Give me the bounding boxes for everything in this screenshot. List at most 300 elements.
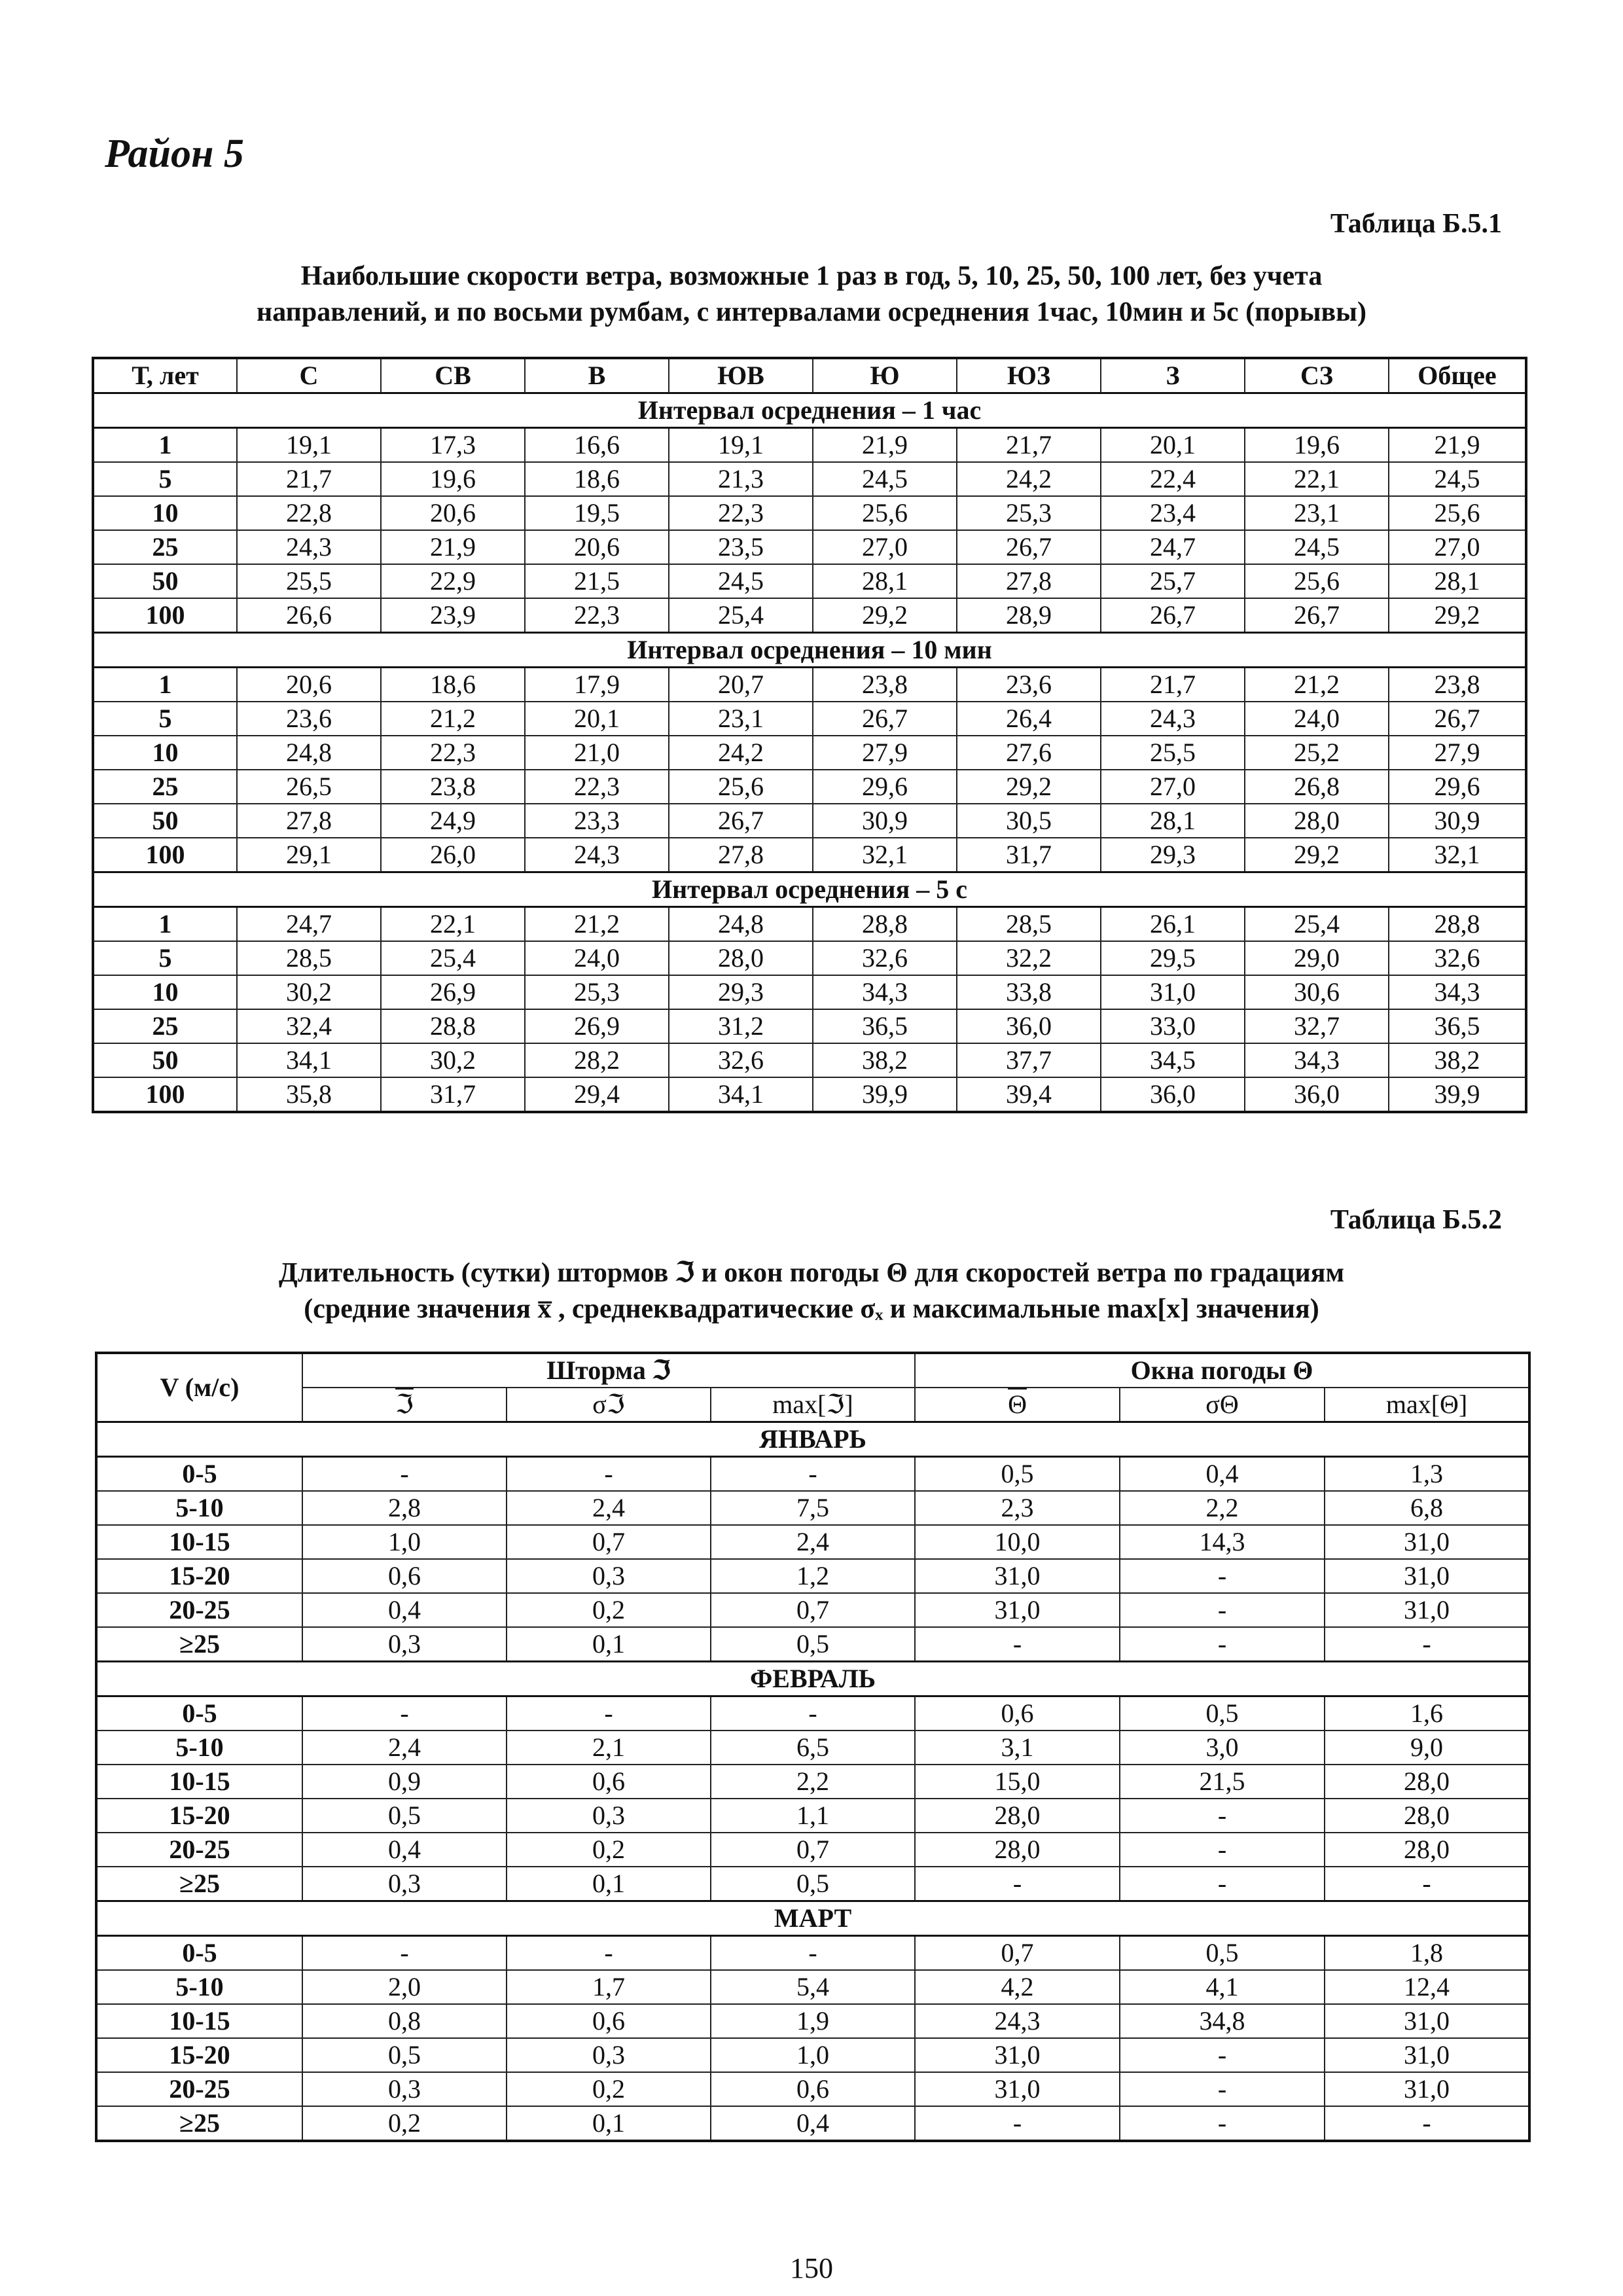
value-cell: - [711, 1696, 915, 1731]
value-cell: 23,8 [1389, 668, 1526, 702]
table-row [93, 428, 1526, 463]
header-velocity: V (м/с) [96, 1353, 302, 1422]
value-cell: 0,1 [507, 1867, 711, 1901]
value-cell: 21,3 [669, 462, 813, 496]
value-cell: 28,5 [957, 907, 1101, 942]
value-cell: 0,8 [302, 2004, 507, 2038]
value-cell: 0,5 [1120, 1936, 1325, 1971]
value-cell: 29,2 [957, 770, 1101, 804]
value-cell: - [711, 1936, 915, 1971]
period-cell: 10 [93, 975, 237, 1009]
value-cell: 0,2 [507, 1593, 711, 1627]
value-cell: 34,1 [237, 1043, 381, 1077]
value-cell: 26,1 [1101, 907, 1245, 942]
value-cell: 27,9 [813, 736, 957, 770]
value-cell: 6,5 [711, 1731, 915, 1765]
value-cell: 0,6 [507, 1765, 711, 1799]
value-cell: 0,3 [302, 1867, 507, 1901]
value-cell: 36,0 [1101, 1077, 1245, 1112]
value-cell: 24,3 [1101, 702, 1245, 736]
month-title: ЯНВАРЬ [96, 1422, 1529, 1457]
value-cell: 0,6 [507, 2004, 711, 2038]
table-row [96, 1627, 1529, 1662]
value-cell: 0,3 [302, 1627, 507, 1662]
value-cell: 19,6 [1245, 428, 1389, 463]
value-cell: - [507, 1457, 711, 1492]
table2-body [96, 1422, 1529, 2142]
value-cell: 22,3 [381, 736, 525, 770]
value-cell: 0,6 [711, 2072, 915, 2106]
value-cell: 25,6 [813, 496, 957, 530]
velocity-range-cell: 20-25 [96, 1833, 302, 1867]
period-cell: 5 [93, 462, 237, 496]
table-row [96, 1936, 1529, 1971]
value-cell: 26,5 [237, 770, 381, 804]
value-cell: 28,8 [813, 907, 957, 942]
storm-duration-table [95, 1352, 1531, 2142]
table-row [96, 1559, 1529, 1593]
value-cell: 32,1 [813, 838, 957, 872]
value-cell: 18,6 [525, 462, 669, 496]
value-cell: 19,5 [525, 496, 669, 530]
value-cell: - [915, 2106, 1120, 2141]
value-cell: 31,7 [381, 1077, 525, 1112]
period-cell: 50 [93, 1043, 237, 1077]
table-row [93, 770, 1526, 804]
value-cell: 28,2 [525, 1043, 669, 1077]
value-cell: 31,0 [1325, 1525, 1529, 1559]
value-cell: 27,0 [1389, 530, 1526, 564]
value-cell: 25,7 [1101, 564, 1245, 598]
value-cell: 22,1 [1245, 462, 1389, 496]
value-cell: 30,9 [813, 804, 957, 838]
value-cell: 23,3 [525, 804, 669, 838]
value-cell: 25,3 [957, 496, 1101, 530]
value-cell: 28,5 [237, 941, 381, 975]
value-cell: 24,0 [525, 941, 669, 975]
value-cell: 0,2 [507, 2072, 711, 2106]
value-cell: 21,5 [525, 564, 669, 598]
value-cell: 0,9 [302, 1765, 507, 1799]
value-cell: 24,3 [525, 838, 669, 872]
value-cell: 27,0 [1101, 770, 1245, 804]
value-cell: 28,0 [915, 1799, 1120, 1833]
velocity-range-cell: 5-10 [96, 1731, 302, 1765]
value-cell: 24,5 [669, 564, 813, 598]
value-cell: 31,2 [669, 1009, 813, 1043]
header-se: ЮВ [669, 358, 813, 393]
table1-caption-line1: Наибольшие скорости ветра, возможные 1 раз в год, 5, 10, 25, 50, 100 лет, без учета [300, 261, 1323, 291]
header-weather-windows: Окна погоды Θ [915, 1353, 1529, 1388]
value-cell: 0,5 [302, 1799, 507, 1833]
velocity-range-cell: 15-20 [96, 1799, 302, 1833]
value-cell: 1,3 [1325, 1457, 1529, 1492]
value-cell: 24,3 [237, 530, 381, 564]
value-cell: 20,6 [237, 668, 381, 702]
value-cell: 29,1 [237, 838, 381, 872]
value-cell: 29,4 [525, 1077, 669, 1112]
table1-section-row [93, 872, 1526, 907]
value-cell: 24,5 [813, 462, 957, 496]
table2-caption [92, 1255, 1531, 1327]
value-cell: 30,9 [1389, 804, 1526, 838]
velocity-range-cell: 5-10 [96, 1970, 302, 2004]
value-cell: 24,5 [1245, 530, 1389, 564]
value-cell: - [302, 1936, 507, 1971]
header-window-mean: $\overline{\Theta}$ [1008, 1390, 1027, 1419]
table-row [93, 907, 1526, 942]
value-cell: 29,6 [813, 770, 957, 804]
table-row [93, 462, 1526, 496]
value-cell: - [1120, 2106, 1325, 2141]
value-cell: 0,2 [507, 1833, 711, 1867]
period-cell: 1 [93, 668, 237, 702]
table1-section-row [93, 393, 1526, 428]
value-cell: 3,0 [1120, 1731, 1325, 1765]
table2-month-row [96, 1901, 1529, 1936]
value-cell: 26,8 [1245, 770, 1389, 804]
value-cell: 0,4 [302, 1833, 507, 1867]
period-cell: 25 [93, 530, 237, 564]
value-cell: 0,6 [915, 1696, 1120, 1731]
section-title: Интервал осреднения – 1 час [93, 393, 1526, 428]
header-storms: Шторма ℑ [302, 1353, 915, 1388]
table-row [93, 975, 1526, 1009]
value-cell: 0,5 [1120, 1696, 1325, 1731]
velocity-range-cell: 10-15 [96, 1765, 302, 1799]
value-cell: 29,3 [669, 975, 813, 1009]
value-cell: 4,2 [915, 1970, 1120, 2004]
value-cell: 25,6 [1389, 496, 1526, 530]
value-cell: 3,1 [915, 1731, 1120, 1765]
value-cell: 29,6 [1389, 770, 1526, 804]
value-cell: 10,0 [915, 1525, 1120, 1559]
table-row [96, 1457, 1529, 1492]
value-cell: - [1120, 1833, 1325, 1867]
table-row [93, 838, 1526, 872]
period-cell: 100 [93, 598, 237, 633]
value-cell: 2,3 [915, 1491, 1120, 1525]
value-cell: 30,6 [1245, 975, 1389, 1009]
value-cell: 1,2 [711, 1559, 915, 1593]
header-s: Ю [813, 358, 957, 393]
value-cell: 21,2 [381, 702, 525, 736]
value-cell: 28,0 [1325, 1765, 1529, 1799]
value-cell: 26,4 [957, 702, 1101, 736]
value-cell: 28,0 [1245, 804, 1389, 838]
value-cell: - [507, 1936, 711, 1971]
value-cell: - [1325, 1867, 1529, 1901]
period-cell: 1 [93, 907, 237, 942]
value-cell: 34,5 [1101, 1043, 1245, 1077]
value-cell: 23,5 [669, 530, 813, 564]
value-cell: 31,0 [1325, 1559, 1529, 1593]
value-cell: 32,6 [1389, 941, 1526, 975]
period-cell: 100 [93, 838, 237, 872]
value-cell: 23,6 [957, 668, 1101, 702]
value-cell: 0,5 [711, 1867, 915, 1901]
velocity-range-cell: 0-5 [96, 1696, 302, 1731]
value-cell: 28,0 [1325, 1833, 1529, 1867]
value-cell: 39,9 [813, 1077, 957, 1112]
value-cell: 31,0 [915, 1559, 1120, 1593]
header-total: Общее [1389, 358, 1526, 393]
value-cell: - [1120, 2038, 1325, 2072]
value-cell: 23,1 [669, 702, 813, 736]
period-cell: 5 [93, 702, 237, 736]
value-cell: 28,8 [381, 1009, 525, 1043]
table2-label: Таблица Б.5.2 [1330, 1205, 1502, 1235]
value-cell: 31,0 [915, 2072, 1120, 2106]
value-cell: 36,0 [957, 1009, 1101, 1043]
value-cell: 29,0 [1245, 941, 1389, 975]
table1-section-row [93, 633, 1526, 668]
value-cell: 24,9 [381, 804, 525, 838]
value-cell: 4,1 [1120, 1970, 1325, 2004]
value-cell: - [1120, 1559, 1325, 1593]
table-row [96, 2004, 1529, 2038]
value-cell: 1,0 [711, 2038, 915, 2072]
value-cell: 26,0 [381, 838, 525, 872]
value-cell: 21,9 [813, 428, 957, 463]
value-cell: 28,0 [915, 1833, 1120, 1867]
table2-subheader-row [96, 1388, 1529, 1422]
value-cell: 29,2 [1389, 598, 1526, 633]
table2-group-row [96, 1353, 1529, 1388]
table-row [96, 1696, 1529, 1731]
value-cell: 20,6 [381, 496, 525, 530]
table1-caption [92, 259, 1531, 331]
table1-header-row [93, 358, 1526, 393]
value-cell: 24,2 [957, 462, 1101, 496]
table-row [96, 1970, 1529, 2004]
value-cell: 0,5 [302, 2038, 507, 2072]
value-cell: 20,1 [1101, 428, 1245, 463]
value-cell: 1,8 [1325, 1936, 1529, 1971]
value-cell: - [507, 1696, 711, 1731]
value-cell: 31,0 [1101, 975, 1245, 1009]
velocity-range-cell: 15-20 [96, 1559, 302, 1593]
region-title: Район 5 [105, 132, 244, 176]
header-window-max: max[Θ] [1325, 1388, 1529, 1422]
month-title: МАРТ [96, 1901, 1529, 1936]
value-cell: 0,4 [711, 2106, 915, 2141]
value-cell: 24,8 [237, 736, 381, 770]
value-cell: - [915, 1627, 1120, 1662]
value-cell: 21,0 [525, 736, 669, 770]
header-ne: СВ [381, 358, 525, 393]
value-cell: 0,5 [915, 1457, 1120, 1492]
value-cell: 25,4 [1245, 907, 1389, 942]
value-cell: 21,9 [1389, 428, 1526, 463]
value-cell: 0,7 [507, 1525, 711, 1559]
value-cell: 27,0 [813, 530, 957, 564]
table-row [93, 668, 1526, 702]
value-cell: 1,1 [711, 1799, 915, 1833]
value-cell: 19,1 [237, 428, 381, 463]
value-cell: 27,6 [957, 736, 1101, 770]
value-cell: 32,7 [1245, 1009, 1389, 1043]
header-period: Т, лет [93, 358, 237, 393]
table-row [93, 496, 1526, 530]
value-cell: 35,8 [237, 1077, 381, 1112]
table-row [96, 2038, 1529, 2072]
table-row [93, 702, 1526, 736]
value-cell: 1,7 [507, 1970, 711, 2004]
page-number: 150 [790, 2252, 833, 2284]
period-cell: 25 [93, 1009, 237, 1043]
value-cell: 19,6 [381, 462, 525, 496]
value-cell: 32,4 [237, 1009, 381, 1043]
value-cell: 33,8 [957, 975, 1101, 1009]
value-cell: 21,2 [1245, 668, 1389, 702]
value-cell: 28,0 [669, 941, 813, 975]
value-cell: 20,7 [669, 668, 813, 702]
value-cell: 2,4 [507, 1491, 711, 1525]
section-title: Интервал осреднения – 5 с [93, 872, 1526, 907]
value-cell: - [1120, 2072, 1325, 2106]
value-cell: 17,3 [381, 428, 525, 463]
value-cell: - [1120, 1593, 1325, 1627]
header-w: З [1101, 358, 1245, 393]
value-cell: 0,2 [302, 2106, 507, 2141]
table-row [96, 1491, 1529, 1525]
value-cell: 29,2 [813, 598, 957, 633]
value-cell: 31,7 [957, 838, 1101, 872]
value-cell: 18,6 [381, 668, 525, 702]
value-cell: 24,0 [1245, 702, 1389, 736]
header-window-sigma: σΘ [1120, 1388, 1325, 1422]
value-cell: 23,8 [381, 770, 525, 804]
value-cell: 26,7 [1245, 598, 1389, 633]
value-cell: 16,6 [525, 428, 669, 463]
value-cell: 27,8 [957, 564, 1101, 598]
value-cell: - [302, 1457, 507, 1492]
value-cell: 0,7 [915, 1936, 1120, 1971]
value-cell: 32,6 [669, 1043, 813, 1077]
value-cell: 21,2 [525, 907, 669, 942]
value-cell: 0,5 [711, 1627, 915, 1662]
table-row [96, 1799, 1529, 1833]
header-storm-mean: ℑ [395, 1390, 414, 1419]
velocity-range-cell: 10-15 [96, 2004, 302, 2038]
value-cell: 23,4 [1101, 496, 1245, 530]
value-cell: - [1325, 2106, 1529, 2141]
table-row [93, 736, 1526, 770]
value-cell: 12,4 [1325, 1970, 1529, 2004]
value-cell: 27,8 [237, 804, 381, 838]
table1-label: Таблица Б.5.1 [1330, 209, 1502, 239]
table1-body [93, 393, 1526, 1113]
value-cell: 26,9 [381, 975, 525, 1009]
value-cell: 26,9 [525, 1009, 669, 1043]
value-cell: 20,6 [525, 530, 669, 564]
period-cell: 1 [93, 428, 237, 463]
value-cell: 0,3 [302, 2072, 507, 2106]
header-storm-max: max[ℑ] [711, 1388, 915, 1422]
value-cell: 27,8 [669, 838, 813, 872]
value-cell: 23,6 [237, 702, 381, 736]
value-cell: 36,5 [813, 1009, 957, 1043]
value-cell: 32,1 [1389, 838, 1526, 872]
value-cell: 25,4 [381, 941, 525, 975]
value-cell: 34,8 [1120, 2004, 1325, 2038]
value-cell: 26,6 [237, 598, 381, 633]
period-cell: 10 [93, 736, 237, 770]
value-cell: 28,0 [1325, 1799, 1529, 1833]
table2-month-row [96, 1422, 1529, 1457]
wind-speed-table [92, 357, 1527, 1113]
value-cell: 33,0 [1101, 1009, 1245, 1043]
value-cell: 25,6 [669, 770, 813, 804]
value-cell: 27,9 [1389, 736, 1526, 770]
value-cell: 22,3 [669, 496, 813, 530]
value-cell: - [302, 1696, 507, 1731]
table-row [96, 1593, 1529, 1627]
velocity-range-cell: 10-15 [96, 1525, 302, 1559]
value-cell: 24,2 [669, 736, 813, 770]
value-cell: 30,5 [957, 804, 1101, 838]
velocity-range-cell: 20-25 [96, 1593, 302, 1627]
value-cell: 17,9 [525, 668, 669, 702]
velocity-range-cell: 5-10 [96, 1491, 302, 1525]
velocity-range-cell: 20-25 [96, 2072, 302, 2106]
velocity-range-cell: ≥25 [96, 1867, 302, 1901]
value-cell: 28,1 [813, 564, 957, 598]
header-nw: СЗ [1245, 358, 1389, 393]
value-cell: 22,3 [525, 770, 669, 804]
header-e: В [525, 358, 669, 393]
value-cell: 25,5 [237, 564, 381, 598]
value-cell: 39,9 [1389, 1077, 1526, 1112]
value-cell: 25,6 [1245, 564, 1389, 598]
table-row [96, 1765, 1529, 1799]
value-cell: 36,0 [1245, 1077, 1389, 1112]
table-row [96, 1867, 1529, 1901]
value-cell: 24,8 [669, 907, 813, 942]
table-row [93, 1077, 1526, 1112]
table-row [93, 530, 1526, 564]
value-cell: 31,0 [915, 1593, 1120, 1627]
value-cell: 21,9 [381, 530, 525, 564]
table-row [96, 1525, 1529, 1559]
value-cell: 1,6 [1325, 1696, 1529, 1731]
value-cell: 26,7 [813, 702, 957, 736]
value-cell: 24,7 [237, 907, 381, 942]
period-cell: 5 [93, 941, 237, 975]
value-cell: 24,5 [1389, 462, 1526, 496]
table1-caption-line2: направлений, и по восьми румбам, с интервалами осреднения 1час, 10мин и 5с (порывы) [257, 297, 1366, 327]
value-cell: 0,3 [507, 1799, 711, 1833]
value-cell: 5,4 [711, 1970, 915, 2004]
table2-caption-line2: (средние значения x̅ , среднеквадратические σₓ и максимальные max[x] значения) [304, 1294, 1319, 1324]
value-cell: 32,2 [957, 941, 1101, 975]
value-cell: 22,1 [381, 907, 525, 942]
period-cell: 25 [93, 770, 237, 804]
value-cell: 24,7 [1101, 530, 1245, 564]
value-cell: 36,5 [1389, 1009, 1526, 1043]
table-row [93, 1043, 1526, 1077]
value-cell: 9,0 [1325, 1731, 1529, 1765]
value-cell: 0,4 [1120, 1457, 1325, 1492]
table-row [96, 1833, 1529, 1867]
value-cell: 2,4 [711, 1525, 915, 1559]
value-cell: 29,3 [1101, 838, 1245, 872]
value-cell: 0,1 [507, 1627, 711, 1662]
period-cell: 50 [93, 804, 237, 838]
value-cell: 23,1 [1245, 496, 1389, 530]
value-cell: 39,4 [957, 1077, 1101, 1112]
